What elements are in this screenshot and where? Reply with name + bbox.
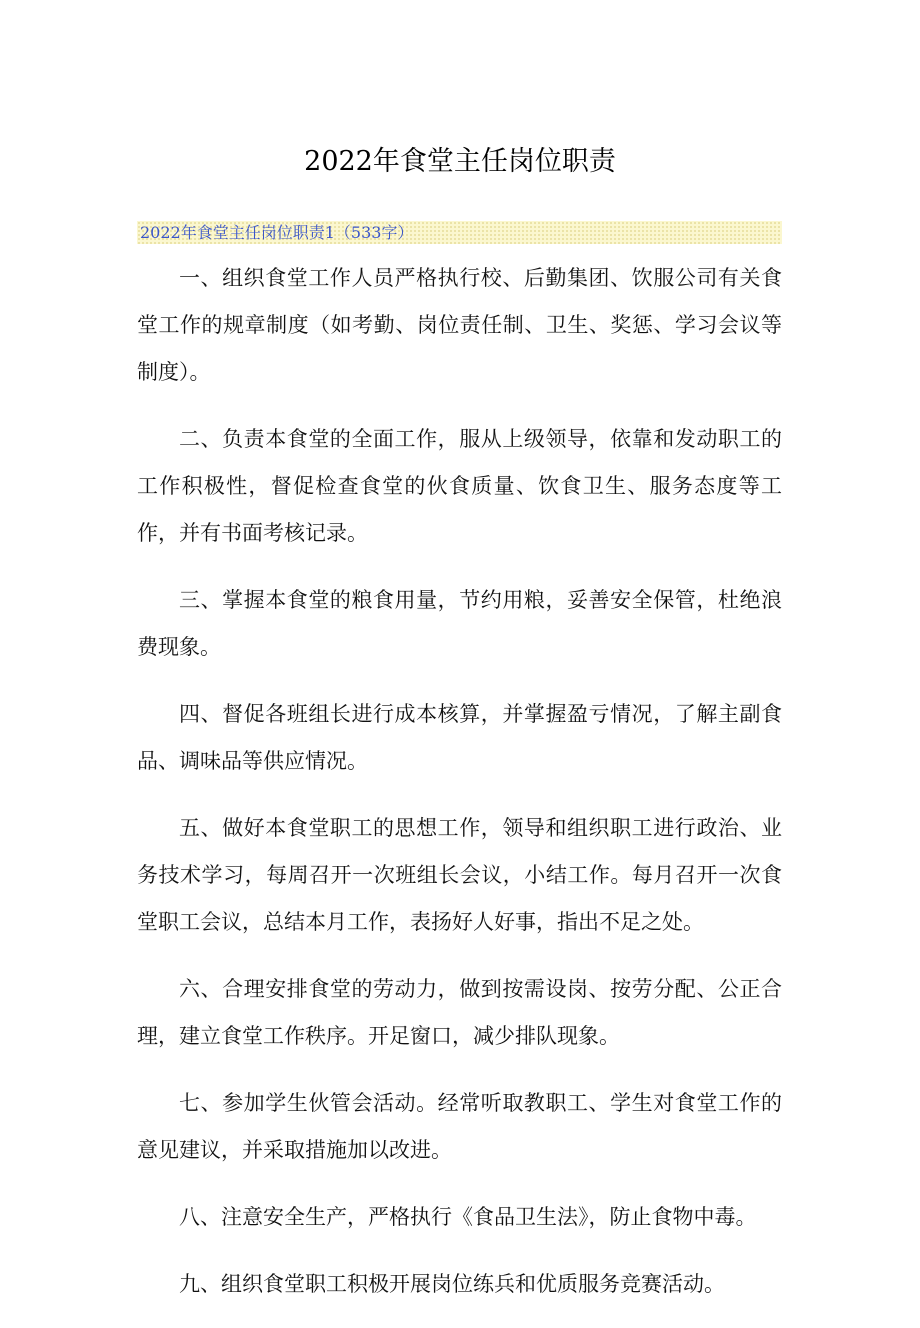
paragraph-6: 六、合理安排食堂的劳动力，做到按需设岗、按劳分配、公正合理，建立食堂工作秩序。开足窗口，减少排队现象。 [137,977,782,1048]
document-body [137,255,782,1328]
page-title: 2022年食堂主任岗位职责 [304,146,616,177]
paragraph-7: 七、参加学生伙管会活动。经常听取教职工、学生对食堂工作的意见建议，并采取措施加以改进。 [137,1091,782,1162]
paragraph-9: 九、组织食堂职工积极开展岗位练兵和优质服务竞赛活动。 [179,1272,725,1296]
paragraph-8: 八、注意安全生产，严格执行《食品卫生法》，防止食物中毒。 [179,1205,757,1229]
section-heading-link[interactable]: 2022年食堂主任岗位职责1（533字） [137,221,782,244]
paragraph-2: 二、负责本食堂的全面工作，服从上级领导，依靠和发动职工的工作积极性，督促检查食堂的伙食质量、饮食卫生、服务态度等工作，并有书面考核记录。 [137,427,782,545]
paragraph-1: 一、组织食堂工作人员严格执行校、后勤集团、饮服公司有关食堂工作的规章制度（如考勤、岗位责任制、卫生、奖惩、学习会议等制度）。 [137,266,782,384]
paragraph-3: 三、掌握本食堂的粮食用量，节约用粮，妥善安全保管，杜绝浪费现象。 [137,588,782,659]
paragraph-5: 五、做好本食堂职工的思想工作，领导和组织职工进行政治、业务技术学习，每周召开一次班组长会议，小结工作。每月召开一次食堂职工会议，总结本月工作，表扬好人好事，指出不足之处。 [137,816,782,934]
paragraph-4: 四、督促各班组长进行成本核算，并掌握盈亏情况，了解主副食品、调味品等供应情况。 [137,702,782,773]
